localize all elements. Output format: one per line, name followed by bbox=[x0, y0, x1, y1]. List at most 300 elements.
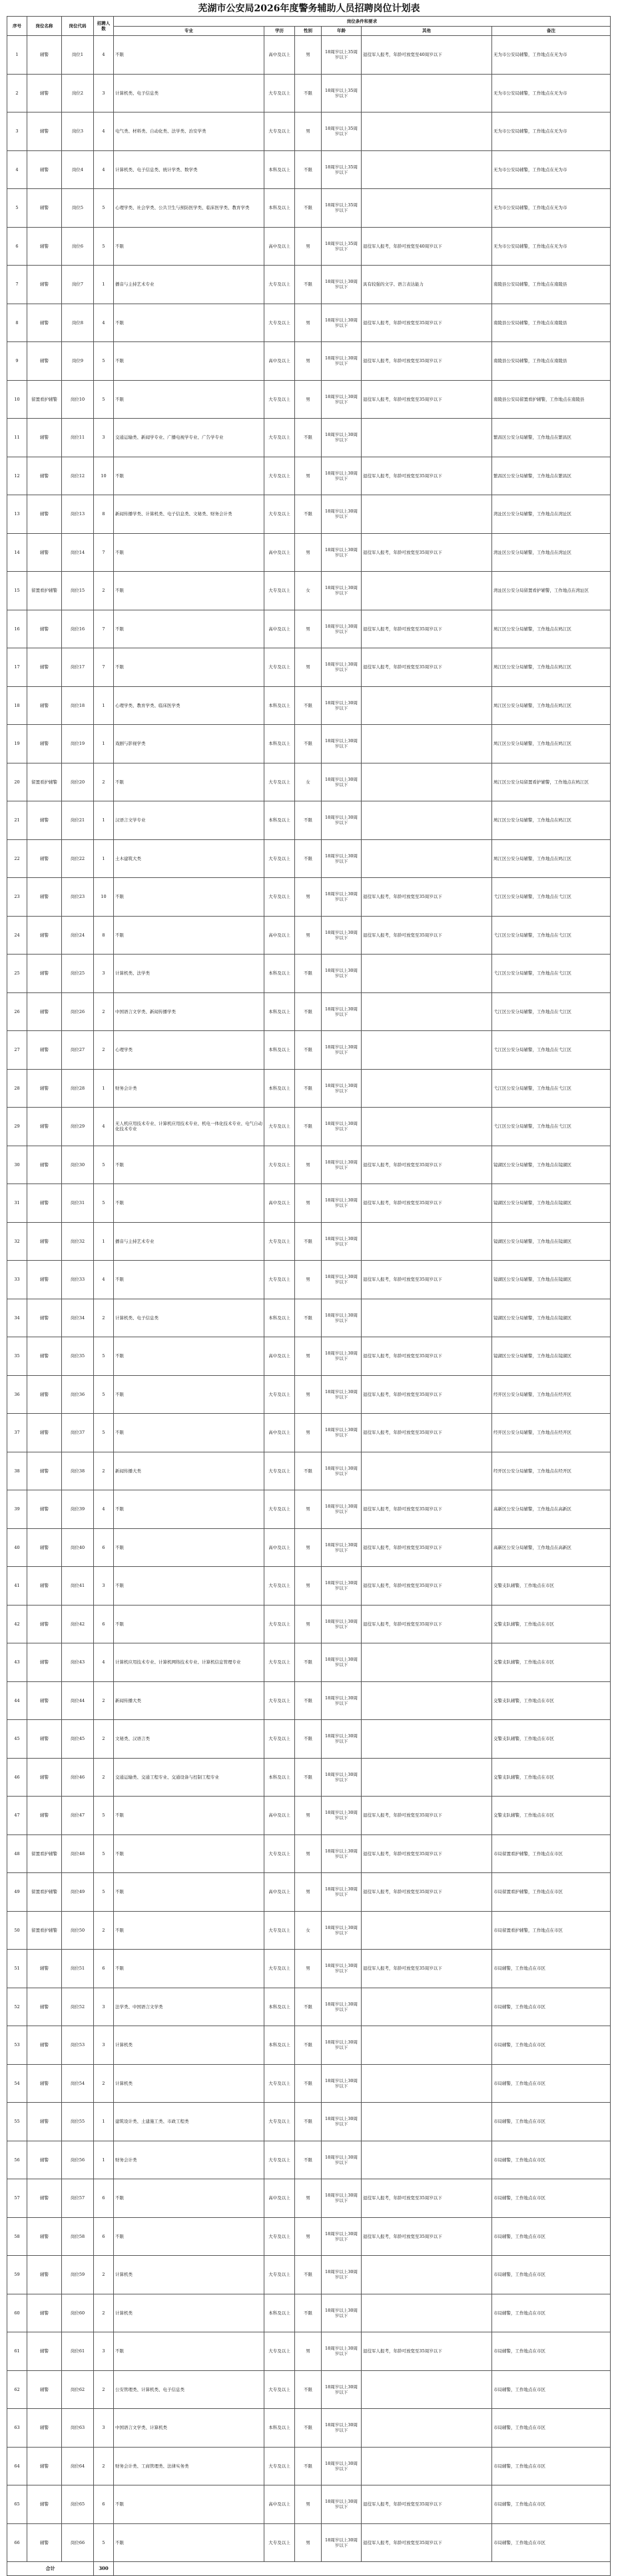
cell-remark: 市局辅警，工作地点在市区 bbox=[492, 2485, 611, 2524]
cell-age: 18周岁以上30周岁以下 bbox=[322, 2141, 362, 2179]
cell-gender: 不限 bbox=[295, 1299, 322, 1337]
cell-no: 64 bbox=[7, 2447, 27, 2485]
cell-age: 18周岁以上30周岁以下 bbox=[322, 1988, 362, 2026]
cell-gender: 男 bbox=[295, 1146, 322, 1184]
cell-remark: 无为市公安局辅警，工作地点在无为市 bbox=[492, 227, 611, 266]
cell-post-code: 岗位4 bbox=[62, 150, 94, 189]
cell-remark: 无为市公安局辅警，工作地点在无为市 bbox=[492, 74, 611, 112]
cell-no: 8 bbox=[7, 304, 27, 342]
cell-plan: 1 bbox=[94, 801, 114, 840]
cell-post-name: 辅警 bbox=[27, 1337, 62, 1376]
cell-no: 53 bbox=[7, 2026, 27, 2065]
cell-plan: 5 bbox=[94, 1337, 114, 1376]
cell-age: 18周岁以上30周岁以下 bbox=[322, 457, 362, 495]
cell-no: 65 bbox=[7, 2485, 27, 2524]
cell-age: 18周岁以上30周岁以下 bbox=[322, 801, 362, 840]
cell-remark: 南陵县公安局辅警，工作地点在南陵县 bbox=[492, 266, 611, 304]
cell-post-name: 辅警 bbox=[27, 112, 62, 151]
cell-other bbox=[362, 2370, 492, 2409]
cell-edu: 大专及以上 bbox=[264, 1681, 295, 1720]
cell-post-name: 辅警 bbox=[27, 2179, 62, 2218]
cell-no: 11 bbox=[7, 419, 27, 457]
cell-post-code: 岗位11 bbox=[62, 419, 94, 457]
cell-no: 40 bbox=[7, 1528, 27, 1567]
cell-no: 19 bbox=[7, 725, 27, 763]
cell-age: 18周岁以上30周岁以下 bbox=[322, 1528, 362, 1567]
cell-major: 不限 bbox=[114, 2523, 264, 2562]
cell-gender: 男 bbox=[295, 2179, 322, 2218]
cell-age: 18周岁以上35周岁以下 bbox=[322, 74, 362, 112]
cell-post-name: 辅警 bbox=[27, 227, 62, 266]
cell-major: 不限 bbox=[114, 1414, 264, 1452]
cell-remark: 镜湖区公安分局辅警，工作地点在镜湖区 bbox=[492, 1184, 611, 1223]
cell-remark: 市局留置看护辅警，工作地点在市区 bbox=[492, 1834, 611, 1873]
cell-age: 18周岁以上35周岁以下 bbox=[322, 189, 362, 228]
cell-no: 29 bbox=[7, 1108, 27, 1146]
cell-post-name: 辅警 bbox=[27, 2409, 62, 2448]
cell-no: 35 bbox=[7, 1337, 27, 1376]
cell-post-name: 辅警 bbox=[27, 686, 62, 725]
cell-plan: 1 bbox=[94, 1222, 114, 1261]
cell-other: 退役军人报考，年龄可放宽至35周岁以下 bbox=[362, 2332, 492, 2371]
cell-no: 36 bbox=[7, 1375, 27, 1414]
cell-gender: 不限 bbox=[295, 2026, 322, 2065]
cell-major: 不限 bbox=[114, 1797, 264, 1835]
cell-edu: 大专及以上 bbox=[264, 1567, 295, 1606]
cell-plan: 10 bbox=[94, 878, 114, 917]
cell-plan: 2 bbox=[94, 2447, 114, 2485]
cell-plan: 5 bbox=[94, 2523, 114, 2562]
cell-major: 不限 bbox=[114, 36, 264, 75]
cell-other: 退役军人报考，年龄可放宽至35周岁以下 bbox=[362, 916, 492, 955]
cell-plan: 2 bbox=[94, 1681, 114, 1720]
table-row bbox=[7, 2447, 611, 2485]
cell-gender: 男 bbox=[295, 227, 322, 266]
cell-post-code: 岗位18 bbox=[62, 686, 94, 725]
cell-no: 46 bbox=[7, 1758, 27, 1797]
table-row bbox=[7, 74, 611, 112]
cell-edu: 大专及以上 bbox=[264, 457, 295, 495]
cell-post-name: 辅警 bbox=[27, 2256, 62, 2294]
cell-no: 26 bbox=[7, 992, 27, 1031]
cell-post-name: 辅警 bbox=[27, 1375, 62, 1414]
cell-post-code: 岗位54 bbox=[62, 2064, 94, 2103]
cell-post-code: 岗位21 bbox=[62, 801, 94, 840]
cell-plan: 1 bbox=[94, 266, 114, 304]
cell-other: 退役军人报考，年龄可放宽至35周岁以下 bbox=[362, 1950, 492, 1988]
cell-age: 18周岁以上30周岁以下 bbox=[322, 1146, 362, 1184]
cell-gender: 不限 bbox=[295, 1031, 322, 1070]
cell-other bbox=[362, 1108, 492, 1146]
table-row bbox=[7, 2523, 611, 2562]
table-row bbox=[7, 1375, 611, 1414]
cell-post-name: 辅警 bbox=[27, 916, 62, 955]
header-plan: 招聘人数 bbox=[94, 17, 114, 36]
cell-remark: 交警支队辅警，工作地点在市区 bbox=[492, 1797, 611, 1835]
cell-post-code: 岗位57 bbox=[62, 2179, 94, 2218]
cell-edu: 高中及以上 bbox=[264, 610, 295, 648]
cell-remark: 湾沚区公安分局辅警，工作地点在湾沚区 bbox=[492, 495, 611, 534]
cell-other bbox=[362, 2294, 492, 2332]
cell-post-name: 辅警 bbox=[27, 1567, 62, 1606]
cell-other bbox=[362, 572, 492, 610]
cell-post-name: 辅警 bbox=[27, 1681, 62, 1720]
cell-post-name: 辅警 bbox=[27, 2294, 62, 2332]
cell-post-code: 岗位56 bbox=[62, 2141, 94, 2179]
cell-plan: 2 bbox=[94, 572, 114, 610]
cell-major: 不限 bbox=[114, 304, 264, 342]
cell-edu: 大专及以上 bbox=[264, 380, 295, 419]
cell-post-name: 辅警 bbox=[27, 725, 62, 763]
cell-other: 退役军人报考，年龄可放宽至35周岁以下 bbox=[362, 2523, 492, 2562]
cell-no: 13 bbox=[7, 495, 27, 534]
cell-plan: 6 bbox=[94, 1605, 114, 1643]
cell-other bbox=[362, 74, 492, 112]
cell-major: 不限 bbox=[114, 648, 264, 687]
cell-post-name: 留置看护辅警 bbox=[27, 1873, 62, 1912]
cell-age: 18周岁以上30周岁以下 bbox=[322, 1911, 362, 1950]
cell-edu: 高中及以上 bbox=[264, 2485, 295, 2524]
cell-other bbox=[362, 839, 492, 878]
cell-remark: 繁昌区公安分局辅警，工作地点在繁昌区 bbox=[492, 457, 611, 495]
cell-plan: 8 bbox=[94, 495, 114, 534]
cell-post-name: 辅警 bbox=[27, 457, 62, 495]
cell-other: 退役军人报考，年龄可放宽至35周岁以下 bbox=[362, 648, 492, 687]
cell-age: 18周岁以上30周岁以下 bbox=[322, 380, 362, 419]
cell-age: 18周岁以上30周岁以下 bbox=[322, 1184, 362, 1223]
cell-no: 18 bbox=[7, 686, 27, 725]
cell-plan: 4 bbox=[94, 1643, 114, 1682]
cell-other bbox=[362, 495, 492, 534]
cell-remark: 经开区公安分局辅警，工作地点在经开区 bbox=[492, 1375, 611, 1414]
cell-edu: 大专及以上 bbox=[264, 112, 295, 151]
cell-major: 建筑设计类、土建施工类、市政工程类 bbox=[114, 2103, 264, 2141]
cell-post-code: 岗位8 bbox=[62, 304, 94, 342]
table-row bbox=[7, 839, 611, 878]
table-row bbox=[7, 1261, 611, 1299]
cell-no: 3 bbox=[7, 112, 27, 151]
cell-gender: 不限 bbox=[295, 1069, 322, 1108]
cell-other: 退役军人报考，年龄可放宽至35周岁以下 bbox=[362, 380, 492, 419]
cell-no: 66 bbox=[7, 2523, 27, 2562]
cell-other bbox=[362, 2447, 492, 2485]
table-row bbox=[7, 2179, 611, 2218]
cell-age: 18周岁以上30周岁以下 bbox=[322, 1069, 362, 1108]
cell-no: 27 bbox=[7, 1031, 27, 1070]
cell-edu: 大专及以上 bbox=[264, 1490, 295, 1529]
cell-post-code: 岗位52 bbox=[62, 1988, 94, 2026]
cell-age: 18周岁以上30周岁以下 bbox=[322, 648, 362, 687]
cell-other bbox=[362, 1452, 492, 1490]
cell-post-code: 岗位33 bbox=[62, 1261, 94, 1299]
cell-other bbox=[362, 189, 492, 228]
table-row bbox=[7, 2141, 611, 2179]
cell-age: 18周岁以上30周岁以下 bbox=[322, 2064, 362, 2103]
cell-edu: 大专及以上 bbox=[264, 2217, 295, 2256]
cell-gender: 不限 bbox=[295, 1222, 322, 1261]
cell-gender: 不限 bbox=[295, 725, 322, 763]
table-row bbox=[7, 2026, 611, 2065]
cell-other: 退役军人报考，年龄可放宽至35周岁以下 bbox=[362, 1834, 492, 1873]
cell-post-name: 辅警 bbox=[27, 342, 62, 381]
cell-gender: 不限 bbox=[295, 1758, 322, 1797]
cell-edu: 大专及以上 bbox=[264, 2256, 295, 2294]
cell-plan: 7 bbox=[94, 533, 114, 572]
cell-no: 10 bbox=[7, 380, 27, 419]
cell-no: 62 bbox=[7, 2370, 27, 2409]
cell-gender: 不限 bbox=[295, 1681, 322, 1720]
cell-no: 20 bbox=[7, 763, 27, 801]
cell-plan: 7 bbox=[94, 648, 114, 687]
cell-age: 18周岁以上30周岁以下 bbox=[322, 533, 362, 572]
cell-gender: 男 bbox=[295, 1873, 322, 1912]
cell-gender: 男 bbox=[295, 916, 322, 955]
cell-major: 不限 bbox=[114, 457, 264, 495]
cell-other bbox=[362, 992, 492, 1031]
cell-post-code: 岗位63 bbox=[62, 2409, 94, 2448]
cell-remark: 交警支队辅警，工作地点在市区 bbox=[492, 1720, 611, 1759]
cell-age: 18周岁以上35周岁以下 bbox=[322, 36, 362, 75]
cell-other bbox=[362, 1299, 492, 1337]
cell-remark: 繁昌区公安分局辅警，工作地点在繁昌区 bbox=[492, 419, 611, 457]
cell-post-code: 岗位17 bbox=[62, 648, 94, 687]
recruitment-table bbox=[7, 16, 611, 2576]
table-row bbox=[7, 1222, 611, 1261]
cell-post-code: 岗位15 bbox=[62, 572, 94, 610]
table-row bbox=[7, 1950, 611, 1988]
cell-other: 具有较强的文字、语言表达能力 bbox=[362, 266, 492, 304]
cell-post-code: 岗位34 bbox=[62, 1299, 94, 1337]
cell-no: 21 bbox=[7, 801, 27, 840]
cell-remark: 交警支队辅警，工作地点在市区 bbox=[492, 1758, 611, 1797]
cell-major: 播音与主持艺术专业 bbox=[114, 1222, 264, 1261]
cell-remark: 鸠江区公安分局留置看护辅警，工作地点在鸠江区 bbox=[492, 763, 611, 801]
table-row bbox=[7, 686, 611, 725]
cell-plan: 3 bbox=[94, 2026, 114, 2065]
table-row bbox=[7, 1567, 611, 1606]
cell-edu: 大专及以上 bbox=[264, 1108, 295, 1146]
cell-gender: 不限 bbox=[295, 1452, 322, 1490]
cell-edu: 本科及以上 bbox=[264, 2026, 295, 2065]
cell-post-name: 辅警 bbox=[27, 1490, 62, 1529]
cell-major: 不限 bbox=[114, 1261, 264, 1299]
cell-gender: 男 bbox=[295, 1567, 322, 1606]
cell-age: 18周岁以上30周岁以下 bbox=[322, 1452, 362, 1490]
cell-post-code: 岗位35 bbox=[62, 1337, 94, 1376]
cell-post-code: 岗位43 bbox=[62, 1643, 94, 1682]
cell-plan: 4 bbox=[94, 36, 114, 75]
cell-post-name: 辅警 bbox=[27, 419, 62, 457]
cell-post-name: 辅警 bbox=[27, 1108, 62, 1146]
cell-post-name: 辅警 bbox=[27, 1950, 62, 1988]
cell-post-code: 岗位9 bbox=[62, 342, 94, 381]
cell-post-name: 辅警 bbox=[27, 266, 62, 304]
cell-edu: 高中及以上 bbox=[264, 1797, 295, 1835]
cell-other: 退役军人报考，年龄可放宽至35周岁以下 bbox=[362, 304, 492, 342]
cell-edu: 高中及以上 bbox=[264, 1184, 295, 1223]
cell-other: 退役军人报考，年龄可放宽至35周岁以下 bbox=[362, 1375, 492, 1414]
cell-post-code: 岗位7 bbox=[62, 266, 94, 304]
cell-major: 财务会计类 bbox=[114, 1069, 264, 1108]
cell-no: 51 bbox=[7, 1950, 27, 1988]
cell-age: 18周岁以上30周岁以下 bbox=[322, 2409, 362, 2448]
cell-other: 退役军人报考，年龄可放宽至35周岁以下 bbox=[362, 610, 492, 648]
cell-major: 不限 bbox=[114, 1375, 264, 1414]
cell-other: 退役军人报考，年龄可放宽至35周岁以下 bbox=[362, 1261, 492, 1299]
cell-gender: 男 bbox=[295, 2332, 322, 2371]
table-row bbox=[7, 112, 611, 151]
cell-age: 18周岁以上30周岁以下 bbox=[322, 1108, 362, 1146]
cell-post-name: 辅警 bbox=[27, 1605, 62, 1643]
cell-remark: 市局辅警，工作地点在市区 bbox=[492, 2217, 611, 2256]
cell-no: 5 bbox=[7, 189, 27, 228]
cell-age: 18周岁以上30周岁以下 bbox=[322, 1299, 362, 1337]
cell-plan: 5 bbox=[94, 1834, 114, 1873]
cell-post-name: 辅警 bbox=[27, 1528, 62, 1567]
cell-major: 不限 bbox=[114, 1605, 264, 1643]
cell-age: 18周岁以上30周岁以下 bbox=[322, 955, 362, 993]
table-row bbox=[7, 916, 611, 955]
table-row bbox=[7, 1758, 611, 1797]
total-filler bbox=[114, 2562, 611, 2576]
cell-major: 新闻传播大类 bbox=[114, 1452, 264, 1490]
cell-remark: 交警支队辅警，工作地点在市区 bbox=[492, 1681, 611, 1720]
cell-edu: 大专及以上 bbox=[264, 1605, 295, 1643]
cell-major: 计算机类、电子信息类 bbox=[114, 1299, 264, 1337]
cell-plan: 4 bbox=[94, 112, 114, 151]
cell-other bbox=[362, 1758, 492, 1797]
cell-edu: 大专及以上 bbox=[264, 2523, 295, 2562]
cell-no: 49 bbox=[7, 1873, 27, 1912]
cell-plan: 2 bbox=[94, 1758, 114, 1797]
cell-other bbox=[362, 1222, 492, 1261]
table-row bbox=[7, 992, 611, 1031]
cell-post-name: 辅警 bbox=[27, 955, 62, 993]
cell-major: 不限 bbox=[114, 610, 264, 648]
cell-other: 退役军人报考，年龄可放宽至35周岁以下 bbox=[362, 1184, 492, 1223]
cell-post-name: 留置看护辅警 bbox=[27, 763, 62, 801]
cell-age: 18周岁以上30周岁以下 bbox=[322, 2179, 362, 2218]
cell-edu: 大专及以上 bbox=[264, 1950, 295, 1988]
cell-edu: 大专及以上 bbox=[264, 763, 295, 801]
cell-no: 2 bbox=[7, 74, 27, 112]
cell-gender: 不限 bbox=[295, 495, 322, 534]
cell-post-name: 辅警 bbox=[27, 992, 62, 1031]
cell-no: 63 bbox=[7, 2409, 27, 2448]
cell-edu: 本科及以上 bbox=[264, 725, 295, 763]
cell-post-code: 岗位14 bbox=[62, 533, 94, 572]
header-major: 专业 bbox=[114, 27, 264, 36]
cell-remark: 镜湖区公安分局辅警，工作地点在镜湖区 bbox=[492, 1261, 611, 1299]
table-row bbox=[7, 150, 611, 189]
cell-remark: 弋江区公安分局辅警，工作地点在弋江区 bbox=[492, 878, 611, 917]
cell-no: 58 bbox=[7, 2217, 27, 2256]
cell-gender: 不限 bbox=[295, 150, 322, 189]
cell-edu: 大专及以上 bbox=[264, 1911, 295, 1950]
cell-plan: 4 bbox=[94, 1108, 114, 1146]
cell-post-name: 辅警 bbox=[27, 304, 62, 342]
cell-remark: 市局辅警，工作地点在市区 bbox=[492, 2141, 611, 2179]
cell-edu: 本科及以上 bbox=[264, 686, 295, 725]
cell-edu: 大专及以上 bbox=[264, 2141, 295, 2179]
cell-no: 44 bbox=[7, 1681, 27, 1720]
cell-no: 50 bbox=[7, 1911, 27, 1950]
cell-edu: 大专及以上 bbox=[264, 2370, 295, 2409]
cell-post-code: 岗位2 bbox=[62, 74, 94, 112]
cell-gender: 不限 bbox=[295, 189, 322, 228]
cell-plan: 2 bbox=[94, 2064, 114, 2103]
cell-remark: 市局辅警，工作地点在市区 bbox=[492, 1988, 611, 2026]
cell-major: 财务会计类、工商管理类、法律实务类 bbox=[114, 2447, 264, 2485]
table-row bbox=[7, 1069, 611, 1108]
cell-edu: 高中及以上 bbox=[264, 2179, 295, 2218]
cell-edu: 本科及以上 bbox=[264, 955, 295, 993]
cell-no: 60 bbox=[7, 2294, 27, 2332]
cell-plan: 5 bbox=[94, 342, 114, 381]
cell-remark: 鸠江区公安分局辅警，工作地点在鸠江区 bbox=[492, 610, 611, 648]
cell-other: 退役军人报考，年龄可放宽至35周岁以下 bbox=[362, 342, 492, 381]
cell-edu: 大专及以上 bbox=[264, 2332, 295, 2371]
cell-remark: 市局辅警，工作地点在市区 bbox=[492, 2026, 611, 2065]
cell-age: 18周岁以上30周岁以下 bbox=[322, 763, 362, 801]
cell-post-code: 岗位62 bbox=[62, 2370, 94, 2409]
cell-post-code: 岗位65 bbox=[62, 2485, 94, 2524]
table-row bbox=[7, 648, 611, 687]
table-row bbox=[7, 1337, 611, 1376]
cell-age: 18周岁以上30周岁以下 bbox=[322, 1031, 362, 1070]
cell-plan: 2 bbox=[94, 1452, 114, 1490]
cell-no: 9 bbox=[7, 342, 27, 381]
cell-remark: 无为市公安局辅警，工作地点在无为市 bbox=[492, 189, 611, 228]
cell-remark: 高新区公安分局辅警，工作地点在高新区 bbox=[492, 1490, 611, 1529]
cell-gender: 男 bbox=[295, 2217, 322, 2256]
cell-other: 退役军人报考，年龄可放宽至35周岁以下 bbox=[362, 1797, 492, 1835]
cell-no: 39 bbox=[7, 1490, 27, 1529]
cell-edu: 本科及以上 bbox=[264, 801, 295, 840]
table-row bbox=[7, 227, 611, 266]
cell-major: 不限 bbox=[114, 878, 264, 917]
cell-edu: 高中及以上 bbox=[264, 1414, 295, 1452]
cell-no: 28 bbox=[7, 1069, 27, 1108]
table-row bbox=[7, 2256, 611, 2294]
cell-gender: 男 bbox=[295, 878, 322, 917]
cell-no: 47 bbox=[7, 1797, 27, 1835]
cell-no: 55 bbox=[7, 2103, 27, 2141]
cell-plan: 4 bbox=[94, 150, 114, 189]
cell-no: 7 bbox=[7, 266, 27, 304]
table-row bbox=[7, 342, 611, 381]
cell-gender: 不限 bbox=[295, 2294, 322, 2332]
cell-gender: 男 bbox=[295, 1184, 322, 1223]
cell-remark: 市局辅警，工作地点在市区 bbox=[492, 2103, 611, 2141]
cell-major: 不限 bbox=[114, 342, 264, 381]
cell-post-name: 辅警 bbox=[27, 189, 62, 228]
cell-age: 18周岁以上30周岁以下 bbox=[322, 2332, 362, 2371]
cell-major: 心理学类 bbox=[114, 1031, 264, 1070]
cell-post-code: 岗位49 bbox=[62, 1873, 94, 1912]
cell-other bbox=[362, 955, 492, 993]
cell-gender: 女 bbox=[295, 763, 322, 801]
table-row bbox=[7, 1414, 611, 1452]
cell-gender: 男 bbox=[295, 1605, 322, 1643]
cell-plan: 3 bbox=[94, 419, 114, 457]
cell-other bbox=[362, 112, 492, 151]
cell-remark: 湾沚区公安分局辅警，工作地点在湾沚区 bbox=[492, 533, 611, 572]
cell-gender: 男 bbox=[295, 1375, 322, 1414]
cell-plan: 5 bbox=[94, 1146, 114, 1184]
table-row bbox=[7, 572, 611, 610]
cell-major: 不限 bbox=[114, 2485, 264, 2524]
